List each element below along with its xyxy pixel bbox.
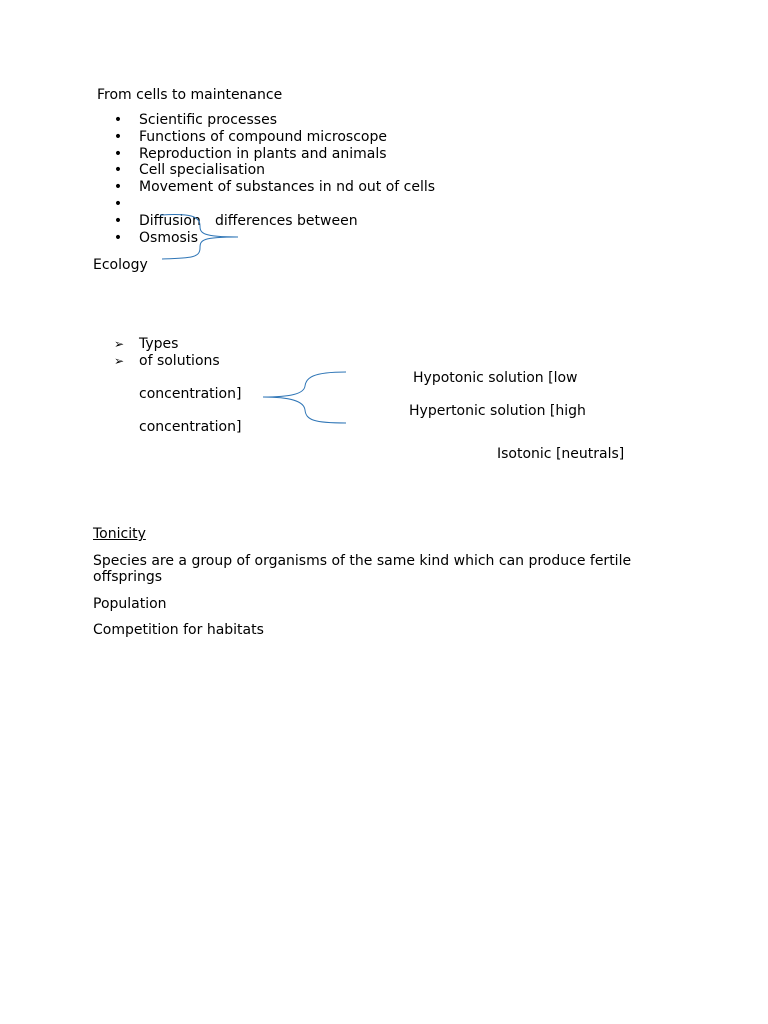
arrow-item: Types (139, 336, 179, 352)
tonicity-heading: Tonicity (93, 526, 146, 542)
list-item: Functions of compound microscope (139, 129, 387, 145)
bullet-dot: • (113, 162, 123, 178)
bullet-dot: • (113, 146, 123, 162)
bullet-dot: • (113, 112, 123, 128)
list-item: Reproduction in plants and animals (139, 146, 387, 162)
concentration-label: concentration] (139, 386, 242, 402)
bullet-dot: • (113, 196, 123, 212)
bullet-dot: • (113, 129, 123, 145)
arrow-item: of solutions (139, 353, 220, 369)
species-definition-cont: offsprings (93, 569, 163, 585)
ecology-heading: Ecology (93, 257, 148, 273)
hypotonic-label: Hypotonic solution [low (413, 370, 578, 386)
bullet-dot: • (113, 213, 123, 229)
arrow-bullet-icon: ➢ (113, 337, 125, 351)
hypertonic-label: Hypertonic solution [high (409, 403, 586, 419)
competition-label: Competition for habitats (93, 622, 264, 638)
diffusion-osmosis-brace (160, 214, 238, 259)
list-item: Scientific processes (139, 112, 278, 128)
bullet-dot: • (113, 179, 123, 195)
solutions-brace (263, 372, 346, 423)
bullet-dot: • (113, 230, 123, 246)
list-item: Cell specialisation (139, 162, 266, 178)
arrow-bullet-icon: ➢ (113, 354, 125, 368)
concentration-label: concentration] (139, 419, 242, 435)
heading: From cells to maintenance (97, 87, 283, 103)
isotonic-label: Isotonic [neutrals] (497, 446, 625, 462)
list-item-osmosis: Osmosis (139, 230, 198, 246)
brace-note: differences between (215, 213, 358, 229)
list-item: Movement of substances in nd out of cells (139, 179, 436, 195)
species-definition: Species are a group of organisms of the same kind which can produce fertile (93, 553, 632, 569)
list-item-diffusion: Diffusion (139, 213, 201, 229)
population-label: Population (93, 596, 167, 612)
